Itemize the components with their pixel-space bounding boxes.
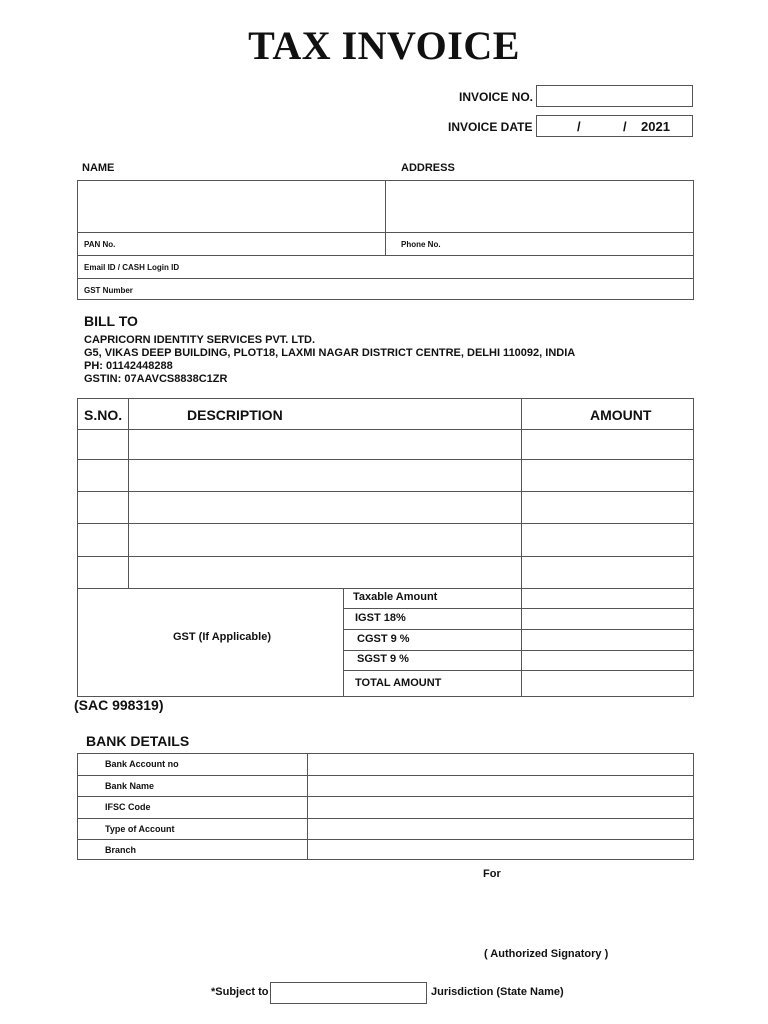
table-row[interactable] [78,460,693,491]
address-field[interactable] [386,181,693,231]
igst-label: IGST 18% [355,612,406,624]
branch-label: Branch [105,845,137,855]
for-label: For [483,868,501,880]
address-label: ADDRESS [401,162,455,174]
invoice-date-label: INVOICE DATE [448,120,533,134]
ifsc-code-label: IFSC Code [105,802,151,812]
table-row[interactable] [78,492,693,523]
account-type-label: Type of Account [105,824,175,834]
jurisdiction-label: Jurisdiction (State Name) [431,986,564,998]
gst-applicable-label: GST (If Applicable) [173,631,271,643]
invoice-no-label: INVOICE NO. [459,90,534,104]
pan-label: PAN No. [84,240,116,249]
phone-label: Phone No. [401,240,441,249]
col-header-amount: AMOUNT [590,407,652,423]
bank-name-field[interactable] [308,776,693,796]
invoice-no-input[interactable] [536,85,693,107]
date-year: 2021 [641,118,670,134]
ifsc-code-field[interactable] [308,797,693,818]
table-row[interactable] [78,430,693,459]
table-row[interactable] [78,524,693,556]
page-title: TAX INVOICE [248,23,520,68]
email-label: Email ID / CASH Login ID [84,263,180,272]
taxable-amount-label: Taxable Amount [353,591,438,603]
invoice-date-input[interactable] [536,115,693,137]
account-type-field[interactable] [308,819,693,839]
total-amount-label: TOTAL AMOUNT [355,677,442,689]
bank-account-field[interactable] [308,754,693,775]
branch-field[interactable] [308,840,693,859]
subject-to-label: *Subject to [211,986,269,998]
bank-details-heading: BANK DETAILS [86,733,190,749]
authorized-signatory: ( Authorized Signatory ) [484,948,609,960]
bill-to-line: PH: 01142448288 [84,360,173,372]
col-header-sno: S.NO. [84,407,123,423]
cgst-label: CGST 9 % [357,633,410,645]
jurisdiction-input[interactable] [270,982,427,1004]
bank-name-label: Bank Name [105,781,155,791]
bill-to-heading: BILL TO [84,313,138,329]
table-row[interactable] [78,557,693,588]
bank-account-label: Bank Account no [105,759,179,769]
bill-to-address [84,334,575,386]
bill-to-line: GSTIN: 07AAVCS8838C1ZR [84,373,228,385]
gst-number-label: GST Number [84,286,133,295]
name-label: NAME [82,162,115,174]
name-field[interactable] [78,181,384,231]
bill-to-line: G5, VIKAS DEEP BUILDING, PLOT18, LAXMI NAGAR DISTRICT CENTRE, DELHI 110092, INDIA [84,347,576,359]
sac-code: (SAC 998319) [74,697,164,713]
bill-to-line: CAPRICORN IDENTITY SERVICES PVT. LTD. [84,334,316,346]
col-header-description: DESCRIPTION [187,407,283,423]
date-separator: / [623,118,627,134]
date-separator: / [577,118,581,134]
sgst-label: SGST 9 % [357,653,409,665]
